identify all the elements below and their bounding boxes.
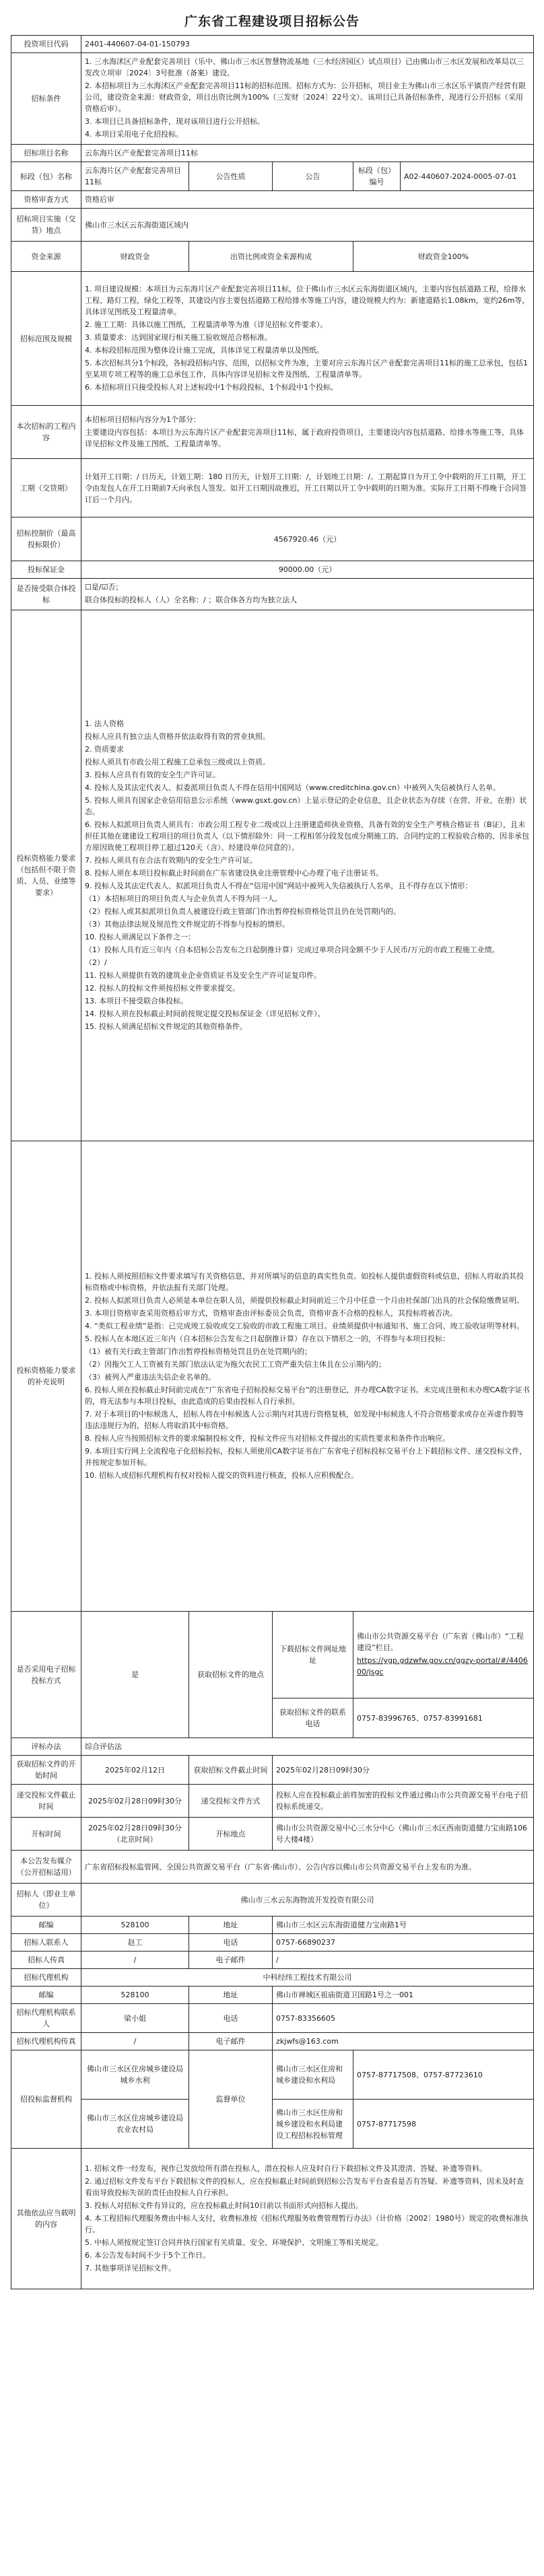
value-location: 佛山市三水区云东海街道区域内: [81, 209, 534, 242]
supp-para: 3. 本项目资格审查采用资格后审方式，资格审查由评标委员会负责，资格审查不合格的投标人，其投标将被否决。: [85, 1308, 457, 1318]
label-funds: 资金来源: [11, 242, 81, 272]
value-online: 是: [81, 1612, 189, 1738]
row-publish-media: [11, 1851, 534, 1884]
label-fund-ratio: 出资比例或资金来源构成: [189, 242, 353, 272]
label-doc-url: 下载招标文件网址地址: [273, 1612, 353, 1698]
doc-url-text: 佛山市公共资源交易平台（广东省（佛山市）“工程建设”栏目。: [357, 1632, 524, 1652]
value-open-place: 佛山市公共资源交易中心三水分中心（佛山市三水区西南街道健力宝南路106号大楼4楼）: [273, 1818, 534, 1851]
row-scope: [11, 272, 534, 406]
row-project-name: [11, 145, 534, 162]
label-deadline: 递交投标文件截止时间: [11, 1785, 81, 1818]
scope-para: 2. 施工工期：具体以施工图纸，工程量清单等为准（详见招标文件要求）。: [85, 320, 328, 329]
label-open-place: 开标地点: [189, 1818, 273, 1851]
label-online: 是否采用电子招标投标方式: [11, 1612, 81, 1738]
value-doc-url: [353, 1612, 534, 1698]
value-publish-media: 广东省招标投标监管网、全国公共资源交易平台（广东省·佛山市）、公告内容以佛山市公共资源交易平台上发布的为准。: [81, 1851, 534, 1884]
label-doc-location: 获取招标文件的地点: [189, 1612, 273, 1738]
req-para: 11. 投标人须提供有效的建筑业企业资质证书及安全生产许可证复印件。: [85, 970, 321, 980]
value-eval-method: 综合评估法: [81, 1738, 534, 1756]
value-agent: 中科经纬工程技术有限公司: [81, 1969, 534, 1987]
label-publish-media: 本公告发布媒介（公开招标适用）: [11, 1851, 81, 1884]
row-period: [11, 459, 534, 517]
row-limit-price: [11, 517, 534, 561]
label-union: 是否接受联合体投标: [11, 579, 81, 610]
req-para: （2）投标人或其拟派项目负责人被建设行政主管部门作出暂停投标资格处罚且仍在处罚期内的。: [85, 906, 401, 916]
label-notice-type: 公告性质: [189, 162, 273, 191]
value-section-name: 云东海片区产业配套完善项目11标: [81, 162, 189, 191]
union-para: 联合体投标的投标人（人）全名称：/ ；联合体各方均为独立法人: [85, 596, 298, 604]
req-para: 9. 投标人及其法定代表人、拟派项目负责人不得在“信用中国”网站中被列入失信被执行人名单，且不得存在以下情形：: [85, 881, 473, 890]
req-para: 5. 投标人须具有国家企业信用信息公示系统（www.gsxt.gov.cn）上显示登记的企业信息，且企业状态为存续（在营、开业、在册）状态。: [85, 795, 527, 816]
label-supplement: 投标资格能力要求的补充说明: [11, 1141, 81, 1612]
value-supervisor-a: 佛山市三水区住房城乡建设局城乡水利: [81, 2050, 189, 2100]
value-scope: [81, 272, 534, 406]
value-plan: [81, 406, 534, 459]
other-para: 4. 本工程招标代理服务费由中标人支付，收费标准按《招标代理服务收费管理暂行办法》（计价格〔2002〕1980号）规定的收费标准执行。: [85, 2213, 529, 2234]
row-supervisor-a: [11, 2050, 534, 2100]
plan-para: 本招标项目招标内容分为1个部分：: [85, 415, 201, 424]
supp-para: 9. 本项目实行网上全流程电子化招标投标，投标人须使用CA数字证书在广东省电子招标投标交易平台上下载招标文件、递交投标文件，并按规定参加开标。: [85, 1446, 527, 1467]
value-qualification: 资格后审: [81, 191, 534, 209]
req-para: （3）其他法律法规及规范性文件规定的不得参与投标的情形。: [85, 919, 290, 929]
req-para: 2. 资质要求: [85, 744, 124, 754]
row-supplement: [11, 1141, 534, 1612]
other-para: 2. 通过招标文件发布平台下载招标文件的投标人，应在投标截止时间前到招标公告发布平台查看是否有答疑、补遗等资料，因未及时查看而导致投标失误的责任由投标人自行承担。: [85, 2176, 524, 2197]
value-deposit: 90000.00（元）: [81, 561, 534, 579]
value-submit-method: 投标人应在投标截止前将加密的投标文件通过佛山市公共资源交易平台电子招投标系统递交。: [273, 1785, 534, 1818]
label-owner-contact: 招标人联系人: [11, 1934, 81, 1952]
cond-para: 1. 三水海沭区产业配套完善项目（乐中、佛山市三水区智慧物流基地（三水经济园区）试点项目）已由佛山市三水区发展和改革局以三发改立项审〔2024〕3号批准（备案）建设。: [85, 57, 524, 77]
value-agent-phone: 0757-83356605: [273, 2004, 534, 2033]
cond-para: 4. 本项目采用电子化招投标。: [85, 130, 183, 139]
label-requirements: 投标资格能力要求（包括但不限于资质、人员、业绩等要求）: [11, 610, 81, 1141]
row-funds: [11, 242, 534, 272]
label-owner-zip: 邮编: [11, 1917, 81, 1934]
row-agent-mail: [11, 1987, 534, 2004]
req-para: 12. 投标人的投标文件须按招标文件要求提交。: [85, 983, 240, 993]
other-para: 5. 中标人须按规定签订合同并执行国家有关质量、安全、环境保护、文明施工等相关规定。: [85, 2238, 383, 2247]
value-conditions: [81, 53, 534, 145]
label-plan: 本次招标的工程内容: [11, 406, 81, 459]
value-agent-zip: 528100: [81, 1987, 189, 2004]
row-owner-person: [11, 1934, 534, 1952]
label-submit-method: 递交投标文件方式: [189, 1785, 273, 1818]
label-deposit: 投标保证金: [11, 561, 81, 579]
value-supervisor-phone-a: 0757-87717508、0757-87723610: [353, 2050, 534, 2100]
cond-para: 2. 本招标项目为三水海沭区产业配套完善项目11标的招标范围。招标方式为：公开招标，项目业主为佛山市三水区乐平镇资产经营有限公司，建设资金来源：财政资金，项目出资比例为100%（三发财〔2024〕22号文）。该项目已具备招标条件，现进行公开招标（采用资格后审）。: [85, 81, 526, 113]
supp-para: 7. 对于本项目的中标候选人，招标人将在中标候选人公示期内对其进行资格复核，如发现中标候选人不符合资格要求或存在弄虚作假等违法违规行为的，招标人将取消其中标资格。: [85, 1409, 524, 1430]
req-para: 投标人应具有独立法人资格并依法取得有效的营业执照。: [85, 731, 270, 741]
req-para: 14. 投标人须在投标截止时间前按规定提交投标保证金（详见招标文件）。: [85, 1009, 325, 1018]
label-owner-fax: 招标人传真: [11, 1952, 81, 1969]
other-para: 1. 招标文件一经发布，视作已发放给所有潜在投标人，潜在投标人应及时自行下载招标文件及其澄清、答疑、补遗等资料。: [85, 2163, 487, 2173]
row-owner-mail: [11, 1917, 534, 1934]
page-title: 广东省工程建设项目招标公告: [184, 14, 360, 29]
row-section: [11, 162, 534, 191]
row-owner: [11, 1884, 534, 1917]
label-owner-address: 地址: [189, 1917, 273, 1934]
value-doc-phone: 0757-83996765、0757-83991681: [353, 1698, 534, 1738]
value-requirements: [81, 610, 534, 1141]
req-para: 15. 投标人须满足招标文件规定的其他资格条件。: [85, 1022, 247, 1031]
cond-para: 3. 本项目已具备招标条件，现对该项目进行公开招标。: [85, 117, 265, 126]
value-agent-fax: /: [81, 2033, 189, 2050]
label-supervisor: 招投标监督机构: [11, 2050, 81, 2149]
req-para: （1）投标人具有近三年内（自本招标公告发布之日起倒推计算）完成过单项合同金额不少于人民币/万元的市政工程施工业绩。: [85, 945, 500, 954]
row-location: [11, 209, 534, 242]
row-doc-time: [11, 1756, 534, 1785]
req-para: 6. 投标人拟派项目负责人须具有：市政公用工程专业二级或以上注册建造师执业资格，具备有效的安全生产考核合格证书（B证），且未担任其他在建建设工程项目的项目负责人（以下情形除外：同一工程相邻分段发包或分期施工的、合同约定的工程验收合格的、因非承包方原因致使工程项目停工超过120天（含）、经建设单位同意的）。: [85, 820, 529, 852]
value-supervisor-b: 佛山市三水区住房城乡建设局农业农村局: [81, 2100, 189, 2149]
label-scope: 招标范围及规模: [11, 272, 81, 406]
value-period: 计划开工日期：/ 日历天，计划工期：180 日历天，计划开工日期：/，计划竣工日期：/。工期起算日为开工令中载明的开工日期，开工令由发包人在开工日期前7天向承包人签发。如开工日期因故推迟，开工日期以开工令中载明的日期为准。实际开工日期不得晚于合同签订后一个月内。: [81, 459, 534, 517]
row-union: [11, 579, 534, 610]
row-conditions: [11, 53, 534, 145]
value-project-code: 2401-440607-04-01-150793: [81, 36, 534, 53]
row-project-code: [11, 36, 534, 53]
label-other: 其他依法应当载明的内容: [11, 2149, 81, 2289]
req-para: 10. 投标人须满足以下条件之一：: [85, 932, 195, 941]
supp-para: 10. 招标人或招标代理机构有权对投标人提交的资料进行核查，投标人应积极配合。: [85, 1470, 358, 1480]
label-supervisor-unit: 监督单位: [189, 2050, 273, 2149]
row-qualification: [11, 191, 534, 209]
value-supervisor-unit-a: 佛山市三水区住房和城乡建设和水利局: [273, 2050, 353, 2100]
other-para: 7. 其他事项详见招标文件。: [85, 2263, 176, 2273]
supp-para: （3）被列入严重违法失信企业名单的。: [85, 1372, 215, 1382]
scope-para: 4. 本标段招标范围为整体设计施工完成，具体详见工程量清单以及图纸。: [85, 345, 324, 355]
label-agent-phone: 电话: [189, 2004, 273, 2033]
row-online-a: [11, 1612, 534, 1698]
label-agent-zip: 邮编: [11, 1987, 81, 2004]
label-period: 工期（交货期）: [11, 459, 81, 517]
value-notice-type: 公告: [273, 162, 353, 191]
label-agent-contact: 招标代理机构联系人: [11, 2004, 81, 2033]
value-owner-zip: 528100: [81, 1917, 189, 1934]
label-doc-start: 获取招标文件的开始时间: [11, 1756, 81, 1785]
other-para: 6. 本公告发布时间不少于5个工作日。: [85, 2250, 210, 2260]
supp-para: 8. 投标人应当按照招标文件的要求编制投标文件，投标文件应当对招标文件提出的实质性要求和条件作出响应。: [85, 1433, 450, 1443]
row-opening: [11, 1818, 534, 1851]
req-para: 1. 法人资格: [85, 719, 124, 728]
value-doc-start: 2025年02月12日: [81, 1756, 189, 1785]
req-para: 投标人须具有市政公用工程施工总承包三级或以上资质。: [85, 757, 270, 766]
other-para: 3. 投标人对招标文件有异议的，应在投标截止时间10日前以书面形式向招标人提出。: [85, 2201, 363, 2210]
row-eval-method: [11, 1738, 534, 1756]
scope-para: 6. 本招标项目只接受投标人对上述标段中1个标段投标，1个标段中1个投标。: [85, 382, 338, 392]
value-owner-contact: 赵工: [81, 1934, 189, 1952]
label-agent-address: 地址: [189, 1987, 273, 2004]
value-other: [81, 2149, 534, 2289]
value-owner-phone: 0757-66890237: [273, 1934, 534, 1952]
row-deadline: [11, 1785, 534, 1818]
row-supervisor-b: [11, 2100, 534, 2149]
plan-para: 主要建设内容包括：本项目为云东海片区产业配套完善项目11标，属于政府投资项目，主要建设内容包括道路、给排水等施工等，具体详见招标文件及施工图纸、工程量清单等。: [85, 427, 524, 448]
req-para: 8. 投标人须在本项目投标截止时间前在广东省建设执业注册管理中心办理了电子注册证书。: [85, 868, 383, 878]
value-supplement: [81, 1141, 534, 1612]
label-agent: 招标代理机构: [11, 1969, 81, 1987]
row-plan: [11, 406, 534, 459]
label-owner-email: 电子邮件: [189, 1952, 273, 1969]
value-limit-price: 4567920.46（元）: [81, 517, 534, 561]
notice-page: [11, 0, 533, 2289]
supp-para: （1）被有关行政主管部门作出暂停投标资格处罚且仍在处罚期内的；: [85, 1347, 312, 1356]
label-qualification: 资格审查方式: [11, 191, 81, 209]
label-open-time: 开标时间: [11, 1818, 81, 1851]
value-section-no: A02-440607-2024-0005-07-01: [401, 162, 534, 191]
scope-para: 1. 项目建设规模：本项目为云东海片区产业配套完善项目11标，位于佛山市三水区云东海街道区域内，主要内容包括道路工程，给排水工程、路灯工程，绿化工程等，其建设内容主要包括道路工程给排水等施工内容，建设规模大约为：新建道路长1.08km，宽约26m等，具体详见图纸及工程量清单。: [85, 284, 530, 316]
value-fund-ratio: 财政资金100%: [353, 242, 534, 272]
supp-para: 6. 投标人须在投标截止时间前完成在“广东省电子招标投标交易平台”的注册登记，并办理CA数字证书。未完成注册和未办理CA数字证书的，将无法参与本项目投标，由此造成的后果由投标人自行承担。: [85, 1385, 530, 1406]
scope-para: 5. 本次招标共分1个标段，各标段招标内容、范围，以招标文件为准，主要对应云东海片区产业配套完善项目11标的施工总承包，包括1至某项专项工程等的施工总承包工作，具体内容详见招标文件及图纸、工程量清单等。: [85, 358, 528, 379]
row-deposit: [11, 561, 534, 579]
supp-para: 4. “类似工程业绩”是指：已完成竣工验收或交工验收的市政工程施工项目。业绩须提供中标通知书、施工合同、竣工验收证明等材料。: [85, 1321, 524, 1330]
label-agent-fax: 招标代理机构传真: [11, 2033, 81, 2050]
label-doc-end: 获取招标文件截止时间: [189, 1756, 273, 1785]
value-owner: 佛山市三水云东海物流开发投资有限公司: [81, 1884, 534, 1917]
supp-para: 5. 投标人在本地区近三年内（自本招标公告发布之日起倒推计算）存在以下情形之一的，不得参与本项目投标：: [85, 1334, 450, 1343]
label-section-name: 标段（包）名称: [11, 162, 81, 191]
value-owner-address: 佛山市三水区云东海街道健力宝南路1号: [273, 1917, 534, 1934]
label-agent-email: 电子邮件: [189, 2033, 273, 2050]
value-agent-email: zkjwfs@163.com: [273, 2033, 534, 2050]
row-agent-fax: [11, 2033, 534, 2050]
value-funds: 财政资金: [81, 242, 189, 272]
label-doc-phone: 获取招标文件的联系电话: [273, 1698, 353, 1738]
label-section-no: 标段（包）编号: [353, 162, 401, 191]
row-requirements: [11, 610, 534, 1141]
scope-para: 3. 质量要求：达到国家现行相关施工验收规范合格标准。: [85, 332, 272, 342]
req-para: 4. 投标人及其法定代表人、拟委派项目负责人不得在信用中国网站（www.creditchina.gov.cn）中被列入失信被执行人名单。: [85, 783, 501, 792]
supp-para: （2）因拖欠工人工资被有关部门依法认定为拖欠农民工工资严重失信主体且在公示期内的；: [85, 1359, 386, 1369]
row-agent-person: [11, 2004, 534, 2033]
doc-url-link[interactable]: https://ygp.gdzwfw.gov.cn/ggzy-portal/#/440600/jsgc: [357, 1656, 528, 1676]
req-para: （2）/: [85, 958, 107, 967]
value-doc-end: 2025年02月28日09时30分: [273, 1756, 534, 1785]
value-supervisor-unit-b: 佛山市三水区住房和城乡建设和水利局建设工程招标投标管理: [273, 2100, 353, 2149]
label-eval-method: 评标办法: [11, 1738, 81, 1756]
label-project-code: 投资项目代码: [11, 36, 81, 53]
req-para: （1）本招标项目的项目负责人与企业负责人不得为同一人。: [85, 894, 282, 903]
value-owner-email: /: [273, 1952, 534, 1969]
notice-table: [11, 35, 534, 2289]
row-other: [11, 2149, 534, 2289]
value-owner-fax: /: [81, 1952, 189, 1969]
label-owner: 招标人（即业主单位）: [11, 1884, 81, 1917]
value-agent-contact: 梁小姐: [81, 2004, 189, 2033]
row-agent: [11, 1969, 534, 1987]
value-agent-address: 佛山市禅城区祖庙街道卫国路1号之一001: [273, 1987, 534, 2004]
req-para: 7. 投标人须具有在合法有效期内的安全生产许可证。: [85, 855, 257, 865]
value-supervisor-phone-b: 0757-87717598: [353, 2100, 534, 2149]
supp-para: 2. 投标人拟派项目负责人必须是本单位在职人员，须提供投标截止时间前近三个月中任意一个月由社保部门出具的社会保险缴费证明。: [85, 1295, 524, 1305]
union-para: ☐是/☑否；: [85, 583, 123, 592]
value-project-name: 云东海片区产业配套完善项目11标: [81, 145, 534, 162]
label-project-name: 招标项目名称: [11, 145, 81, 162]
label-location: 招标项目实施（交货）地点: [11, 209, 81, 242]
req-para: 3. 投标人应具有有效的安全生产许可证。: [85, 770, 220, 779]
value-deadline: 2025年02月28日09时30分: [81, 1785, 189, 1818]
supp-para: 1. 投标人须按照招标文件要求填写有关资格信息，并对所填写的信息的真实性负责。如投标人提供虚假资料或信息，招标人将取消其投标资格或中标资格，并依法报有关部门处理。: [85, 1271, 524, 1292]
label-conditions: 招标条件: [11, 53, 81, 145]
value-open-time: 2025年02月28日09时30分（北京时间）: [81, 1818, 189, 1851]
label-limit-price: 招标控制价（最高投标限价）: [11, 517, 81, 561]
row-owner-fax: [11, 1952, 534, 1969]
req-para: 13. 本项目不接受联合体投标。: [85, 996, 188, 1005]
value-union: [81, 579, 534, 610]
label-owner-phone: 电话: [189, 1934, 273, 1952]
